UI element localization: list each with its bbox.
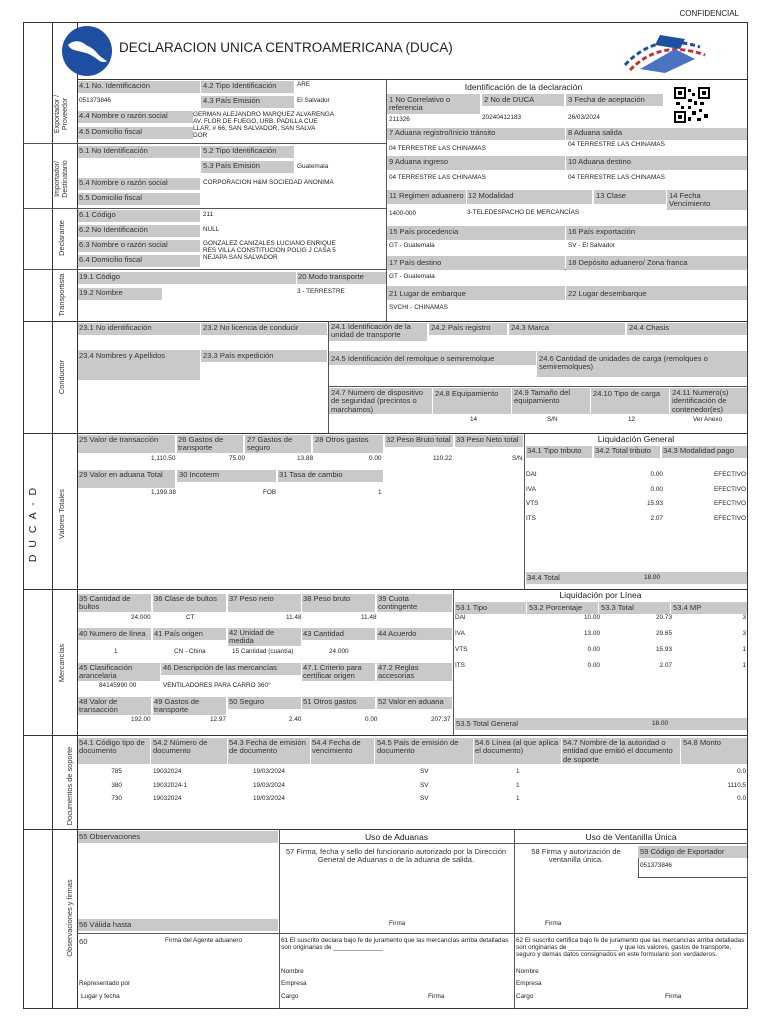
- field-11-label: 11 Regimen aduanero: [389, 191, 464, 200]
- agente-signature-label: Firma del Agente aduanero: [165, 937, 243, 944]
- field-24-2-label: 24.2 País registro: [431, 323, 491, 332]
- field-51-label: 51 Otros gastos: [303, 697, 357, 706]
- field-24-9-value: S/N: [547, 416, 558, 423]
- field-33-value: S/N: [512, 455, 523, 462]
- field-49-label: 49 Gastos de transporte: [154, 697, 200, 715]
- field-5-1-label: 5.1 No Identificación: [79, 146, 148, 155]
- field-21-value: SVCHI - CHINAMAS: [389, 304, 448, 311]
- field-4-2-label: 4.2 Tipo Identificación: [203, 81, 277, 90]
- field-29-value: 1,199.38: [151, 489, 176, 496]
- field-58-label: 58 Firma y autorización de ventanilla única.: [531, 847, 621, 865]
- field-24-7-label: 24.7 Numero de dispositivo de seguridad (precintos o marchamos): [331, 388, 424, 414]
- field-53-5-value: 18.00: [652, 720, 668, 727]
- field-56-label: 56 Válida hasta: [79, 920, 132, 929]
- field-7-value: 04 TERRESTRE LAS CHINAMAS: [389, 145, 486, 152]
- field-43-label: 43 Cantidad: [303, 629, 344, 638]
- field-17-label: 17 País destino: [389, 258, 442, 267]
- field-6-2-value: NULL: [203, 226, 220, 233]
- field-4-1-value: 051373846: [79, 97, 111, 104]
- field-31-value: 1: [378, 489, 382, 496]
- field-34-4-label: 34.4 Total: [527, 573, 560, 582]
- doc-row-fecha: 19/03/2024: [253, 781, 285, 789]
- field-15-value: GT - Guatemala: [389, 242, 435, 249]
- field-60-label: 60: [79, 937, 88, 946]
- field-22-label: 22 Lugar desembarque: [568, 289, 647, 298]
- field-32-label: 32 Peso Bruto total: [386, 435, 451, 444]
- field-5-3-label: 5.3 País Emisión: [203, 161, 260, 170]
- field-31-label: 31 Tasa de cambio: [279, 470, 343, 479]
- field-4-4-value: GERMAN ALEJANDRO MARQUEZ ALVARENGA: [193, 111, 335, 118]
- ventanilla-firma-label: Firma: [545, 920, 562, 927]
- liq-row-modalidad: EFECTIVO: [714, 471, 746, 478]
- doc-row-fecha: 19/03/2024: [253, 768, 285, 775]
- field-59-value: 051373846: [640, 862, 672, 869]
- liql-row-total: 2.07: [659, 662, 672, 669]
- field-35-value: 24.000: [131, 614, 151, 621]
- vertical-duca-title: D U C A - D: [27, 485, 39, 563]
- representado-label: Representado por: [79, 980, 131, 987]
- field-4-4-label: 4.4 Nombre o razón social: [79, 111, 168, 120]
- liql-row-tipo: VTS: [455, 646, 468, 653]
- doc-row-numero: 19032024: [153, 795, 182, 802]
- field-11-value: 1400-000: [389, 210, 417, 217]
- field-23-4-label: 23.4 Nombres y Apellidos: [79, 351, 166, 360]
- field-17-value: GT - Guatemala: [389, 273, 435, 280]
- field-33-label: 33 Peso Neto total: [456, 435, 519, 444]
- liql-row-porcentaje: 13.00: [584, 630, 600, 637]
- field-50-value: 2.40: [289, 716, 302, 723]
- liq-row-total: 0.00: [650, 471, 663, 478]
- field-61-empresa: Empresa: [281, 980, 307, 987]
- field-5-4-value: CORPORACION H&M SOCIEDAD ANONIMA: [203, 179, 334, 186]
- doc-row-codigo: 380: [111, 781, 122, 789]
- aduanas-firma-label: Firma: [389, 920, 406, 927]
- liql-row-total: 15.93: [656, 646, 672, 653]
- field-55-label: 55 Observaciones: [79, 832, 141, 841]
- field-50-label: 50 Seguro: [229, 697, 265, 706]
- field-41-label: 41 País origen: [154, 629, 203, 638]
- field-6-4-value: RES VILLA CONSTITUCION POLIG J CASA 5 NEJAPA SAN SALVADOR: [203, 247, 336, 261]
- field-34-1-label: 34.1 Tipo tributo: [527, 446, 582, 455]
- field-24-10-label: 24.10 Tipo de carga: [593, 389, 661, 398]
- field-16-value: SV - El Salvador: [568, 242, 615, 249]
- field-61-cargo: Cargo: [281, 993, 299, 1000]
- confidential-label: CONFIDENCIAL: [679, 9, 739, 18]
- field-12-value: 3-TELEDESPACHO DE MERCANCÍAS: [467, 209, 580, 216]
- field-38-value: 11.48: [361, 614, 377, 621]
- liql-row-total: 29.65: [656, 630, 672, 637]
- doc-row-codigo: 785: [111, 768, 122, 775]
- field-34-3-label: 34.3 Modalidad pago: [663, 446, 734, 455]
- section-declarante: Declarante: [57, 220, 66, 256]
- liql-row-mp: 3: [742, 630, 746, 637]
- field-23-2-label: 23.2 No licencia de conducir: [203, 323, 299, 332]
- doc-header-54-8: 54.8 Monto: [683, 738, 721, 747]
- liq-row-tipo: ITS: [526, 514, 536, 522]
- liql-row-porcentaje: 0.00: [587, 646, 600, 653]
- liql-row-tipo: ITS: [455, 662, 465, 669]
- field-24-10-value: 12: [628, 416, 636, 423]
- field-45-value: 84145990 00: [99, 682, 137, 689]
- doc-header-54-6: 54.6 Línea (al que aplica el documento): [475, 738, 559, 756]
- field-59-label: 59 Código de Exportador: [640, 847, 725, 856]
- doc-header-54-5: 54.5 País de emisión de documento: [377, 738, 459, 756]
- field-53-5-label: 53.5 Total General: [456, 719, 518, 728]
- doc-row-linea: 1: [516, 795, 520, 802]
- field-9-label: 9 Aduana ingreso: [389, 157, 449, 166]
- qr-code-icon: [674, 87, 710, 123]
- section-observaciones: Observaciones y firmas: [65, 879, 74, 957]
- field-37-value: 11.48: [286, 614, 302, 621]
- section-exportador: Exportador / Proveedor: [54, 94, 69, 134]
- doc-row-linea: 1: [516, 781, 520, 789]
- field-21-label: 21 Lugar de embarque: [389, 289, 466, 298]
- doc-row-monto: 0.0: [737, 768, 746, 775]
- doc-header-54-4: 54.4 Fecha de vencimiento: [312, 738, 361, 756]
- liq-row-modalidad: EFECTIVO: [714, 514, 746, 522]
- doc-row-numero: 19032024: [153, 768, 182, 775]
- field-42-label: 42 Unidad de medida: [229, 628, 275, 646]
- doc-row-pais: SV: [420, 781, 429, 789]
- field-47-2-label: 47.2 Reglas accesorias: [378, 663, 419, 681]
- doc-row-pais: SV: [420, 768, 429, 775]
- doc-row-monto: 1110.5: [727, 781, 746, 789]
- uso-ventanilla-header: Uso de Ventanilla Única: [585, 832, 677, 842]
- field-53-3-label: 53.3 Total: [601, 603, 634, 612]
- doc-header-54-1: 54.1 Código tipo de documento: [79, 738, 145, 756]
- field-62-firma: Firma: [665, 993, 682, 1000]
- field-29-label: 29 Valor en aduana Total: [79, 470, 163, 479]
- field-36-value: CT: [186, 614, 195, 621]
- field-62-empresa: Empresa: [516, 980, 542, 987]
- liql-row-porcentaje: 10.00: [584, 614, 600, 621]
- field-26-value: 75.00: [229, 455, 245, 462]
- field-34-2-label: 34.2 Total tributo: [595, 446, 652, 455]
- field-24-11-value: Ver Anexo: [693, 416, 723, 423]
- document-title: DECLARACION UNICA CENTROAMERICANA (DUCA): [119, 40, 453, 55]
- field-4-2-value: ARE: [297, 81, 311, 88]
- uso-aduanas-header: Uso de Aduanas: [364, 832, 429, 842]
- section-valores: Valores Totales: [57, 489, 66, 539]
- field-40-label: 40 Numero de línea: [79, 629, 146, 638]
- doc-row-pais: SV: [420, 795, 429, 802]
- field-8-label: 8 Aduana salida: [568, 128, 623, 137]
- doc-row-linea: 1: [516, 768, 520, 775]
- field-52-value: 207.37: [431, 716, 451, 723]
- doc-header-54-7: 54.7 Nombre de la autoridad o entidad que emitió el documento de soporte: [563, 738, 673, 764]
- field-24-3-label: 24.3 Marca: [511, 323, 549, 332]
- field-62-cargo: Cargo: [516, 993, 534, 1000]
- field-9-value: 04 TERRESTRE LAS CHINAMAS: [389, 174, 486, 181]
- doc-row-monto: 0.0: [737, 795, 746, 802]
- field-19-2-label: 19.2 Nombre: [79, 288, 123, 297]
- field-5-3-value: Guatemala: [297, 163, 329, 170]
- field-1-value: 211326: [389, 116, 410, 123]
- field-34-4-value: 18.00: [644, 574, 660, 581]
- doc-row-codigo: 730: [111, 795, 122, 802]
- section-documentos: Documentos de soporte: [65, 746, 74, 826]
- field-35-label: 35 Cantidad de bultos: [79, 594, 131, 612]
- field-23-3-label: 23.3 País expedición: [203, 351, 274, 360]
- field-53-2-label: 53.2 Porcentaje: [529, 603, 583, 612]
- field-5-4-label: 5.4 Nombre o razón social: [79, 178, 168, 187]
- field-41-value: CN - China: [174, 648, 206, 655]
- field-40-value: 1: [114, 648, 118, 655]
- field-16-label: 16 País exportación: [568, 227, 636, 236]
- field-36-label: 36 Clase de bultos: [154, 594, 217, 603]
- field-4-5-label: 4.5 Domicilio fiscal: [79, 127, 142, 136]
- field-44-label: 44 Acuerdo: [378, 629, 417, 638]
- field-61-label: 61 El suscrito declara bajo fe de juramento que las mercancías arriba detalladas son originarias de ______________: [281, 937, 509, 951]
- liq-row-total: 15.93: [647, 500, 663, 507]
- field-42-value: 15 Cantidad (cuantía): [232, 648, 294, 655]
- field-10-label: 10 Aduana destino: [568, 157, 631, 166]
- field-57-label: 57 Firma, fecha y sello del funcionario autorizado por la Dirección General de Aduanas o de la aduana de salida.: [285, 847, 507, 865]
- field-39-label: 39 Cuota contingente: [378, 594, 418, 612]
- doc-header-54-3: 54.3 Fecha de emisión de documento: [229, 738, 306, 756]
- section-mercancias: Mercancías: [57, 643, 66, 683]
- field-3-value: 26/03/2024: [568, 114, 600, 121]
- field-24-9-label: 24.9 Tamaño del equipamiento: [514, 388, 571, 406]
- field-18-label: 18 Depósito aduanero/ Zona franca: [568, 258, 688, 267]
- field-19-1-label: 19.1 Código: [79, 272, 120, 281]
- field-30-value: FOB: [263, 489, 277, 496]
- field-24-4-label: 24.4 Chasis: [629, 323, 670, 332]
- section-importador: Importador/ Destinatario: [54, 160, 69, 198]
- field-28-value: 0.00: [369, 455, 382, 462]
- field-46-value: VENTILADORES PARA CARRO 360°: [163, 682, 271, 689]
- section-transportista: Transportista: [57, 273, 66, 317]
- field-2-value: 20240412183: [482, 114, 522, 121]
- field-5-5-label: 5.5 Domicilio fiscal: [79, 193, 142, 202]
- field-27-value: 13.88: [297, 455, 313, 462]
- field-37-label: 37 Peso neto: [229, 594, 274, 603]
- field-4-3-label: 4.3 País Emisión: [203, 96, 260, 105]
- field-6-3-label: 6.3 Nombre o razón social: [79, 240, 168, 249]
- liql-row-mp: 1: [742, 646, 746, 653]
- liq-row-modalidad: EFECTIVO: [714, 485, 746, 493]
- field-4-1-label: 4.1 No. Identificación: [79, 81, 150, 90]
- ident-header: Identificación de la declaración: [464, 82, 583, 92]
- field-49-value: 12.97: [210, 716, 226, 723]
- field-24-6-label: 24.6 Cantidad de unidades de carga (remolques o semiremolques): [539, 354, 708, 372]
- field-20-value: 3 - TERRESTRE: [297, 288, 345, 295]
- field-15-label: 15 País procedencia: [389, 227, 459, 236]
- field-32-value: 110.22: [433, 455, 453, 462]
- field-45-label: 45 Clasificación arancelaria: [79, 663, 133, 681]
- field-1-label: 1 No Correlativo o referencia: [389, 95, 451, 113]
- field-24-8-value: 14: [470, 416, 478, 423]
- field-61-firma: Firma: [428, 993, 445, 1000]
- section-conductor: Conductor: [57, 359, 66, 395]
- field-24-1-label: 24.1 Identificación de la unidad de transporte: [331, 322, 411, 340]
- field-4-5-value: AV. FLOR DE FUEGO, URB. PADILLA CUE LLAR, # 66, SAN SALVADOR, SAN SALVA DOR: [193, 118, 318, 139]
- field-12-label: 12 Modalidad: [468, 191, 514, 200]
- field-62-nombre: Nombre: [516, 968, 539, 975]
- liql-row-tipo: DAI: [455, 614, 466, 621]
- doc-row-numero: 19032024-1: [153, 781, 188, 789]
- field-27-label: 27 Gastos de seguro: [247, 435, 293, 453]
- field-14-label: 14 Fecha Vencimiento: [669, 191, 711, 209]
- field-24-11-label: 24.11 Numero(s) identificación de contenedor(es): [672, 388, 729, 414]
- liq-general-header: Liquidación General: [597, 434, 675, 444]
- field-20-label: 20 Modo transporte: [298, 272, 364, 281]
- liq-row-total: 2.07: [650, 514, 663, 522]
- liq-row-tipo: IVA: [526, 485, 536, 493]
- liq-row-tipo: DAI: [526, 471, 537, 478]
- field-25-value: 1,110.50: [151, 455, 176, 462]
- field-23-1-label: 23.1 No identificación: [79, 323, 152, 332]
- field-53-4-label: 53.4 MP: [673, 603, 702, 612]
- liql-row-mp: 3: [742, 614, 746, 621]
- field-53-1-label: 53.1 Tipo: [456, 603, 488, 612]
- lugar-fecha-label: Lugar y fecha: [81, 993, 120, 1000]
- field-10-value: 04 TERRESTRE LAS CHINAMAS: [568, 174, 665, 181]
- central-america-map-logo: [60, 25, 115, 77]
- field-6-2-label: 6.2 No Identificación: [79, 225, 148, 234]
- field-5-2-label: 5.2 Tipo Identificación: [203, 146, 277, 155]
- field-3-label: 3 Fecha de aceptación: [568, 95, 645, 104]
- field-8-value: 04 TERRESTRE LAS CHINAMAS: [568, 141, 665, 148]
- field-47-1-label: 47.1 Criterio para certificar origen: [303, 663, 362, 681]
- field-46-label: 46 Descripción de las mercancías: [163, 663, 277, 672]
- field-4-3-value: El Salvador: [297, 97, 330, 104]
- field-43-value: 24.000: [329, 648, 349, 655]
- field-52-label: 52 Valor en aduana: [378, 697, 444, 706]
- liql-row-total: 20.73: [656, 614, 672, 621]
- emblem-logo: [615, 27, 715, 77]
- field-24-8-label: 24.8 Equipamiento: [435, 389, 499, 398]
- field-38-label: 38 Peso bruto: [303, 594, 351, 603]
- doc-header-54-2: 54.2 Número de documento: [153, 738, 208, 756]
- field-62-label: 62 El suscrito certifica bajo fe de juramento que las mercancías arriba detalladas son originarias de ______________ y que los valores, gastos de transporte, seguro y demas datos consignados en este formulario son verdaderos.: [516, 937, 745, 958]
- field-28-label: 28 Otros gastos: [315, 435, 369, 444]
- liq-row-total: 0.00: [650, 485, 663, 493]
- field-6-1-label: 6.1 Código: [79, 210, 116, 219]
- liql-row-tipo: IVA: [455, 630, 465, 637]
- field-7-label: 7 Aduana registro/Inicio tránsito: [389, 128, 496, 137]
- field-25-label: 25 Valor de transacción: [79, 435, 159, 444]
- liql-row-mp: 1: [742, 662, 746, 669]
- field-30-label: 30 Incoterm: [179, 470, 220, 479]
- field-24-5-label: 24.5 Identificación del remolque o semiremolque: [331, 354, 495, 363]
- field-26-label: 26 Gastos de transporte: [178, 435, 224, 453]
- liq-row-tipo: VTS: [526, 500, 539, 507]
- field-13-label: 13 Clase: [596, 191, 626, 200]
- field-6-3-value: GONZALEZ CANIZALES LUCIANO ENRIQUE: [203, 240, 336, 247]
- liql-row-porcentaje: 0.00: [587, 662, 600, 669]
- field-48-label: 48 Valor de transacción: [79, 697, 118, 715]
- field-6-4-label: 6.4 Domicilio fiscal: [79, 255, 142, 264]
- liq-linea-header: Liquidación por Línea: [559, 590, 642, 600]
- field-6-1-value: 211: [203, 211, 214, 218]
- field-51-value: 0.00: [365, 716, 378, 723]
- field-61-nombre: Nombre: [281, 968, 304, 975]
- doc-row-fecha: 19/03/2024: [253, 795, 285, 802]
- liq-row-modalidad: EFECTIVO: [714, 500, 746, 507]
- field-2-label: 2 No de DUCA: [484, 95, 535, 104]
- field-48-value: 192.00: [131, 716, 151, 723]
